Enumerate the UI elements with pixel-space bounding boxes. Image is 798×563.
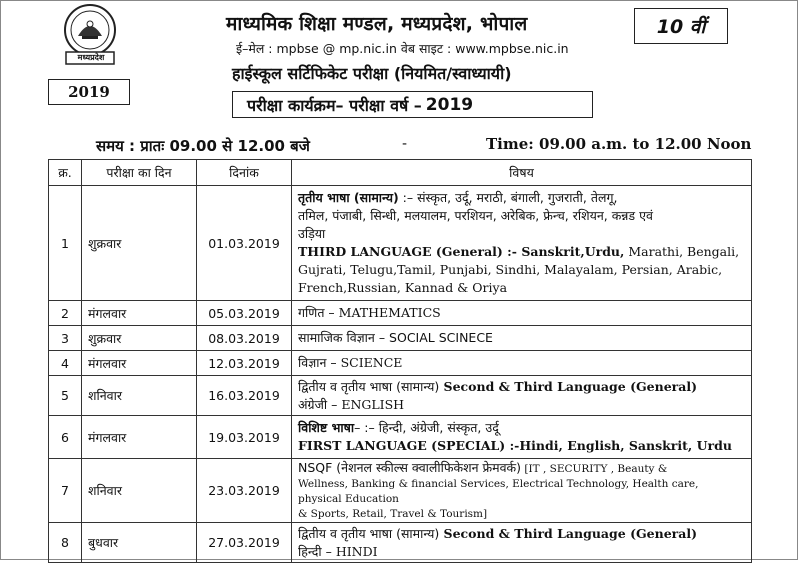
subject-line: तृतीय भाषा (सामान्य): [298, 190, 399, 205]
subject-line: NSQF (नेशनल स्कील्स क्वालीफिकेशन फ्रेमवर्क): [298, 460, 522, 475]
subject-line: HINDI: [331, 543, 378, 559]
exam-schedule-table: [48, 159, 752, 563]
row-day: शुक्रवार: [82, 326, 197, 351]
row-serial: 2: [49, 301, 82, 326]
row-day: मंगलवार: [82, 416, 197, 459]
board-title: माध्यमिक शिक्षा मण्डल, मध्यप्रदेश, भोपाल: [226, 13, 528, 35]
program-title-box: [232, 91, 593, 118]
subject-line: MATHEMATICS: [334, 305, 441, 320]
row-serial: 8: [49, 523, 82, 563]
row-day: मंगलवार: [82, 301, 197, 326]
subject-line: ENGLISH: [337, 396, 405, 412]
contact-line: ई–मेल : mpbse @ mp.nic.in वेब साइट : www.mpbse.nic.in: [236, 41, 569, 56]
row-day: शुक्रवार: [82, 186, 197, 301]
subject-line: SCIENCE: [336, 355, 403, 370]
table-header-row: [49, 160, 752, 186]
row-date: 01.03.2019: [197, 186, 292, 301]
row-date: 23.03.2019: [197, 459, 292, 523]
subject-line: – :– हिन्दी, अंग्रेजी, संस्कृत, उर्दू: [354, 420, 499, 435]
row-day: मंगलवार: [82, 351, 197, 376]
row-day: शनिवार: [82, 459, 197, 523]
header-subject: विषय: [292, 160, 752, 186]
row-day: शनिवार: [82, 376, 197, 416]
header-date: दिनांक: [197, 160, 292, 186]
table-row: [49, 523, 752, 563]
row-date: 05.03.2019: [197, 301, 292, 326]
row-serial: 5: [49, 376, 82, 416]
row-subject: सामाजिक विज्ञान – SOCIAL SCINECE: [292, 326, 752, 351]
row-date: 08.03.2019: [197, 326, 292, 351]
row-serial: 3: [49, 326, 82, 351]
class-badge: 10 वीं: [634, 8, 728, 44]
row-date: 27.03.2019: [197, 523, 292, 563]
subject-line: द्वितीय व तृतीय भाषा (सामान्य): [298, 525, 440, 541]
subject-line: FIRST LANGUAGE (SPECIAL): [298, 438, 506, 453]
row-serial: 1: [49, 186, 82, 301]
row-subject: [292, 459, 752, 523]
table-row: [49, 186, 752, 301]
subject-line: Wellness, Banking & financial Services, Electrical Technology, Health care, physical Education: [298, 478, 699, 505]
subject-line: विशिष्ट भाषा: [298, 420, 355, 435]
row-subject: [292, 523, 752, 563]
subject-line: गणित –: [298, 305, 335, 320]
subject-line: :– संस्कृत, उर्दू, मराठी, बंगाली, गुजराती, तेलगू,: [398, 190, 618, 205]
subject-line: Second & Third Language (General): [439, 525, 697, 541]
subject-line: विज्ञान –: [298, 355, 337, 370]
table-row: [49, 301, 752, 326]
subject-line: अंग्रेजी –: [298, 396, 338, 412]
subject-line: :-Hindi, English, Sanskrit, Urdu: [505, 438, 732, 453]
program-title: परीक्षा कार्यक्रम– परीक्षा वर्ष –: [247, 95, 422, 115]
table-row: [49, 416, 752, 459]
subject-line: French,Russian, Kannad & Oriya: [298, 280, 508, 295]
time-english: Time: 09.00 a.m. to 12.00 Noon: [486, 135, 752, 153]
subject-line: उड़िया: [298, 226, 326, 241]
row-date: 19.03.2019: [197, 416, 292, 459]
seal-caption: मध्यप्रदेश: [77, 53, 105, 62]
time-hindi: समय : प्रातः 09.00 से 12.00 बजे: [96, 137, 310, 155]
table-row: [49, 326, 752, 351]
row-date: 12.03.2019: [197, 351, 292, 376]
subject-line: तमिल, पंजाबी, सिन्धी, मलयालम, परशियन, अरेबिक, फ्रेन्च, रशियन, कन्नड एवं: [298, 208, 653, 223]
row-subject: [292, 186, 752, 301]
table-row: [49, 376, 752, 416]
row-subject: [292, 376, 752, 416]
row-serial: 4: [49, 351, 82, 376]
subject-line: [IT , SECURITY , Beauty &: [521, 463, 668, 475]
subject-line: हिन्दी –: [298, 543, 332, 559]
table-row: [49, 459, 752, 523]
row-serial: 7: [49, 459, 82, 523]
table-row: [49, 351, 752, 376]
row-subject: [292, 301, 752, 326]
header-day: परीक्षा का दिन: [82, 160, 197, 186]
subject-line: Marathi, Bengali,: [624, 244, 740, 259]
row-subject: [292, 416, 752, 459]
year-badge: 2019: [48, 79, 130, 105]
subject-line: & Sports, Retail, Travel & Tourism]: [298, 508, 488, 520]
subject-line: Second & Third Language (General): [439, 378, 697, 394]
row-subject: [292, 351, 752, 376]
exam-title: हाईस्कूल सर्टिफिकेट परीक्षा (नियमित/स्वाध्यायी): [232, 64, 512, 83]
row-serial: 6: [49, 416, 82, 459]
row-day: बुधवार: [82, 523, 197, 563]
row-date: 16.03.2019: [197, 376, 292, 416]
program-year: 2019: [425, 94, 474, 115]
subject-line: द्वितीय व तृतीय भाषा (सामान्य): [298, 378, 440, 394]
time-separator: -: [402, 136, 408, 152]
subject-line: Gujrati, Telugu,Tamil, Punjabi, Sindhi, Malayalam, Persian, Arabic,: [298, 262, 723, 277]
header-serial: क्र.: [49, 160, 82, 186]
subject-line: THIRD LANGUAGE (General) :- Sanskrit,Urdu,: [298, 244, 625, 259]
